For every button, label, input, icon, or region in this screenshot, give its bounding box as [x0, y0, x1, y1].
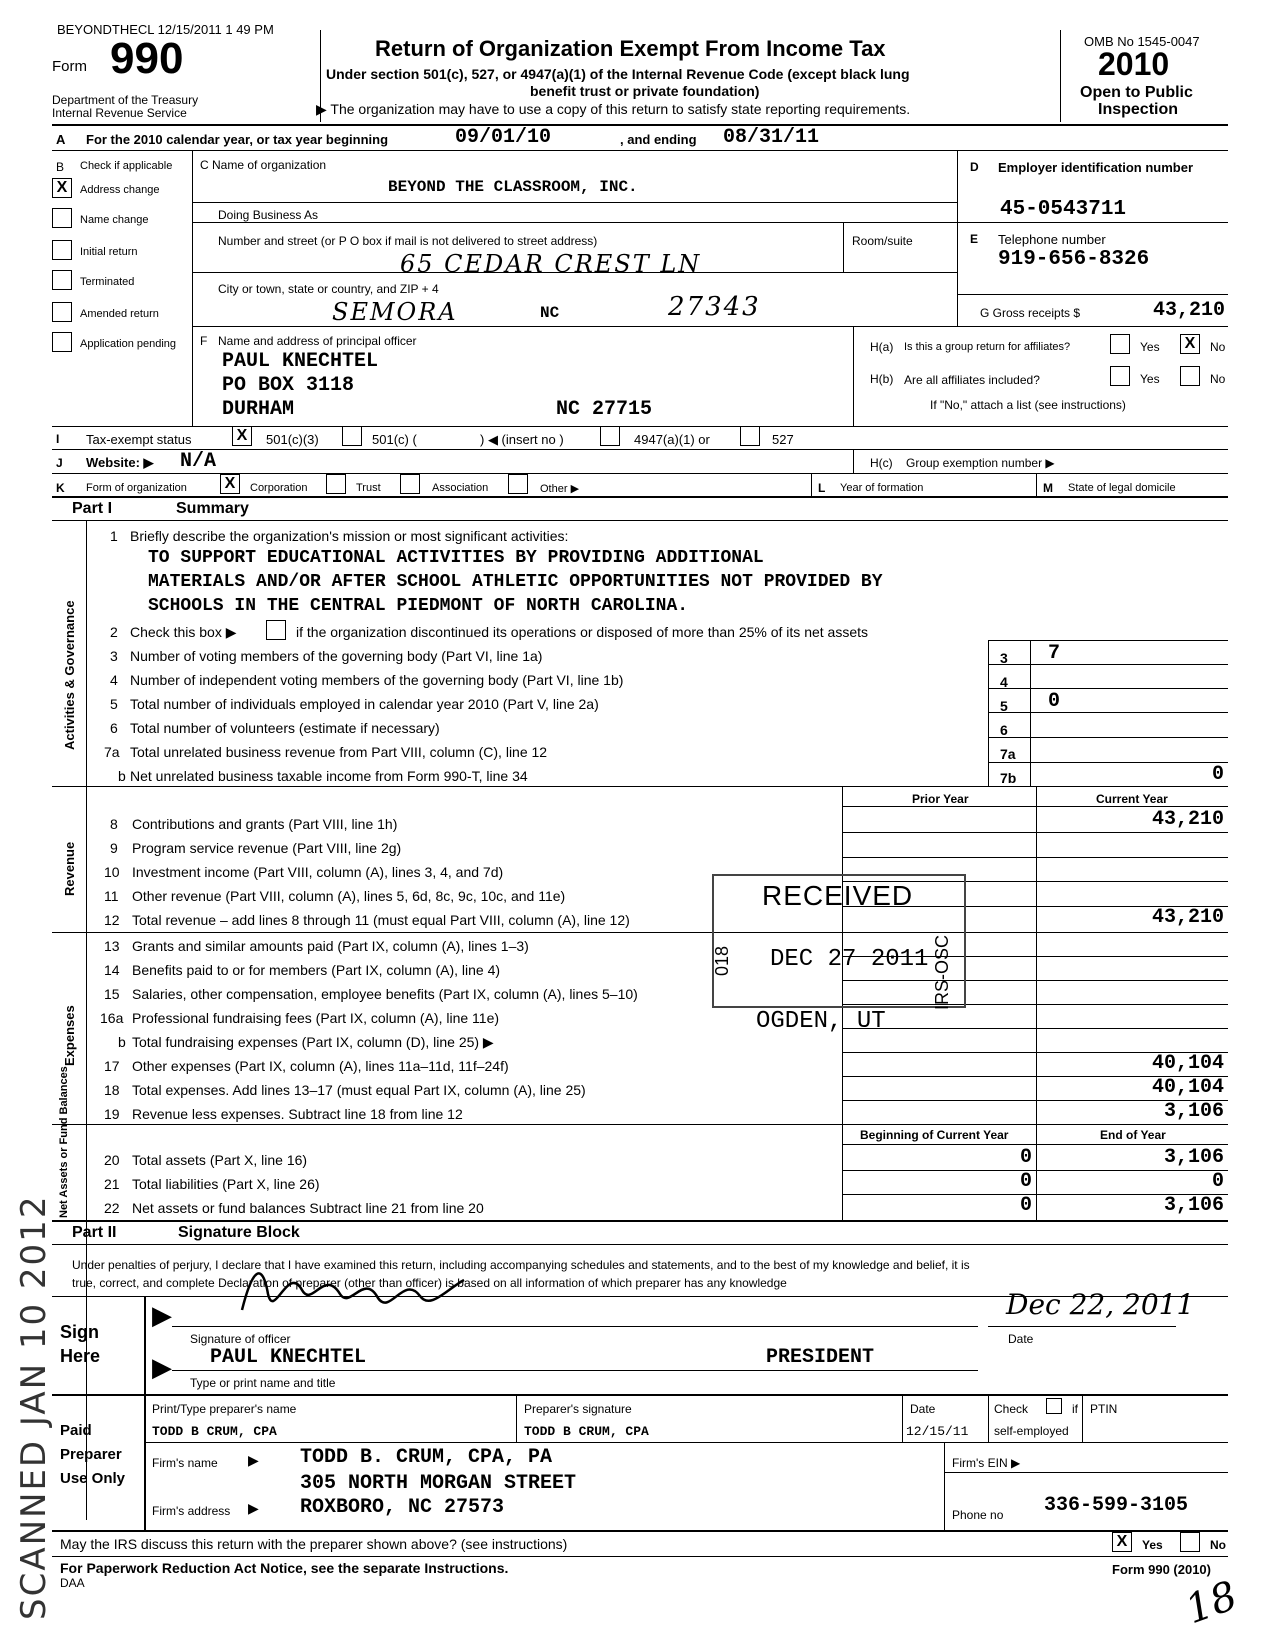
- line2-text: Check this box ▶: [130, 624, 237, 640]
- line20-begin[interactable]: 0: [1019, 1146, 1032, 1169]
- line7a-box: 7a: [1000, 746, 1016, 762]
- line-a-text: For the 2010 calendar year, or tax year beginning: [86, 132, 389, 147]
- line18-current[interactable]: 40,104: [1151, 1076, 1224, 1099]
- officer-signature: [232, 1250, 482, 1324]
- status-501c-checkbox[interactable]: [342, 426, 362, 446]
- principal-officer-label: Name and address of principal officer: [218, 334, 417, 348]
- paperwork-notice: For Paperwork Reduction Act Notice, see the separate Instructions.: [60, 1560, 509, 1576]
- section-b-title: Check if applicable: [80, 160, 173, 172]
- status-527-checkbox[interactable]: [740, 426, 760, 446]
- line9-text: Program service revenue (Part VIII, line 2g): [132, 840, 402, 856]
- part2-title: Signature Block: [178, 1224, 300, 1241]
- line-k-label: K: [56, 481, 65, 495]
- firm-address-1[interactable]: 305 NORTH MORGAN STREET: [300, 1472, 577, 1495]
- line17-text: Other expenses (Part IX, column (A), lines 11a–11d, 11f–24f): [132, 1058, 509, 1074]
- line20-end[interactable]: 3,106: [1163, 1146, 1224, 1169]
- ha-text: Is this a group return for affiliates?: [904, 341, 1071, 353]
- status-501c3-checkbox[interactable]: X: [232, 426, 252, 446]
- line-a-label: A: [56, 132, 66, 147]
- line3-box: 3: [1000, 650, 1008, 666]
- line21-end[interactable]: 0: [1211, 1170, 1224, 1193]
- status-527-label: 527: [772, 432, 794, 447]
- line5-box: 5: [1000, 698, 1008, 714]
- side-revenue: Revenue: [62, 841, 77, 896]
- line3-value[interactable]: 7: [1048, 642, 1061, 665]
- line5-text: Total number of individuals employed in calendar year 2010 (Part V, line 2a): [130, 696, 599, 712]
- trust-checkbox[interactable]: [326, 474, 346, 494]
- ptin-label: PTIN: [1090, 1402, 1118, 1416]
- penalty-line-2: true, correct, and complete Declaration of preparer (other than officer) is based on all information of which preparer has any knowledge: [72, 1276, 787, 1290]
- line16a-text: Professional fundraising fees (Part IX, column (A), line 11e): [132, 1010, 500, 1026]
- hc-label: H(c): [870, 456, 893, 470]
- state-domicile-label: State of legal domicile: [1068, 482, 1176, 494]
- association-label: Association: [432, 482, 489, 494]
- other-label: Other ▶: [540, 483, 580, 495]
- state[interactable]: NC: [540, 304, 560, 322]
- preparer-name[interactable]: TODD B CRUM, CPA: [152, 1424, 277, 1439]
- sign-arrow-2: ▶: [152, 1352, 172, 1382]
- line2-text-b: if the organization discontinued its operations or disposed of more than 25% of its net assets: [296, 624, 869, 640]
- line17-num: 17: [104, 1058, 120, 1074]
- side-net-assets: Net Assets or Fund Balances: [58, 1066, 70, 1218]
- discuss-yes-checkbox[interactable]: X: [1112, 1532, 1132, 1552]
- irs-name: Internal Revenue Service: [52, 106, 187, 120]
- amended-return-label: Amended return: [80, 308, 159, 320]
- website-value[interactable]: N/A: [180, 450, 217, 473]
- line2-checkbox[interactable]: [266, 620, 286, 640]
- hb-no-label: No: [1210, 372, 1226, 386]
- name-change-checkbox[interactable]: [52, 208, 72, 228]
- preparer-phone[interactable]: 336-599-3105: [1044, 1494, 1189, 1517]
- if-label: if: [1072, 1402, 1078, 1416]
- preparer-date[interactable]: 12/15/11: [906, 1424, 969, 1439]
- line10-num: 10: [104, 864, 120, 880]
- dept-treasury: Department of the Treasury: [52, 93, 199, 107]
- signature-date[interactable]: Dec 22, 2011: [1006, 1288, 1195, 1321]
- terminated-checkbox[interactable]: [52, 270, 72, 290]
- officer-state-zip[interactable]: NC 27715: [556, 398, 653, 421]
- discuss-no-label: No: [1210, 1538, 1226, 1552]
- received-stamp-right: IRS-OSC: [932, 934, 952, 1010]
- tax-exempt-status-label: Tax-exempt status: [86, 432, 192, 447]
- line1-text: Briefly describe the organization's mission or most significant activities:: [130, 528, 569, 544]
- mission-line-1: TO SUPPORT EDUCATIONAL ACTIVITIES BY PROVIDING ADDITIONAL: [148, 548, 764, 568]
- line-m-label: M: [1043, 481, 1053, 495]
- line16b-text: Total fundraising expenses (Part IX, column (D), line 25) ▶: [132, 1034, 494, 1050]
- form-of-org-label: Form of organization: [86, 482, 187, 494]
- corporation-label: Corporation: [250, 482, 308, 494]
- line3-text: Number of voting members of the governing body (Part VI, line 1a): [130, 648, 543, 664]
- officer-city[interactable]: DURHAM: [222, 398, 295, 421]
- received-stamp-date: DEC 27 2011: [770, 946, 929, 973]
- name-change-label: Name change: [80, 214, 149, 226]
- line8-current[interactable]: 43,210: [1151, 808, 1224, 831]
- line-j-label: J: [56, 456, 63, 470]
- self-employed-checkbox[interactable]: [1046, 1398, 1062, 1414]
- here-label: Here: [60, 1346, 101, 1366]
- officer-printed-name[interactable]: PAUL KNECHTEL: [210, 1346, 367, 1369]
- status-4947-label: 4947(a)(1) or: [634, 432, 710, 447]
- firm-address-label: Firm's address: [152, 1504, 231, 1518]
- line1-num: 1: [110, 528, 118, 544]
- form-footer-id: Form 990 (2010): [1112, 1562, 1211, 1577]
- section-b-label: B: [56, 160, 65, 174]
- line7b-value[interactable]: 0: [1211, 763, 1224, 786]
- line16a-num: 16a: [100, 1010, 124, 1026]
- line18-text: Total expenses. Add lines 13–17 (must equal Part IX, column (A), line 25): [132, 1082, 586, 1098]
- line7b-box: 7b: [1000, 770, 1017, 786]
- page-mark: 18: [1179, 1572, 1244, 1634]
- line18-num: 18: [104, 1082, 120, 1098]
- form-subtitle-1: Under section 501(c), 527, or 4947(a)(1) of the Internal Revenue Code (except black lung: [326, 66, 910, 82]
- line17-current[interactable]: 40,104: [1151, 1052, 1224, 1075]
- use-only-label: Use Only: [60, 1470, 126, 1487]
- line20-text: Total assets (Part X, line 16): [132, 1152, 308, 1168]
- line9-num: 9: [110, 840, 118, 856]
- line19-text: Revenue less expenses. Subtract line 18 from line 12: [132, 1106, 463, 1122]
- initial-return-label: Initial return: [80, 246, 138, 258]
- tax-year-end[interactable]: 08/31/11: [723, 126, 820, 149]
- received-stamp-left: 018: [712, 945, 732, 976]
- line14-num: 14: [104, 962, 120, 978]
- line15-num: 15: [104, 986, 120, 1002]
- inspection: Inspection: [1098, 101, 1179, 118]
- corporation-checkbox[interactable]: X: [220, 474, 240, 494]
- line13-text: Grants and similar amounts paid (Part IX, column (A), lines 1–3): [132, 938, 529, 954]
- application-pending-label: Application pending: [80, 338, 177, 350]
- line21-text: Total liabilities (Part X, line 26): [132, 1176, 320, 1192]
- paid-label: Paid: [60, 1422, 92, 1439]
- mission-line-3: SCHOOLS IN THE CENTRAL PIEDMONT OF NORTH CAROLINA.: [148, 596, 689, 616]
- zip-code[interactable]: 27343: [668, 292, 761, 322]
- line6-box: 6: [1000, 722, 1008, 738]
- line12-text: Total revenue – add lines 8 through 11 (must equal Part VIII, column (A), line 12): [132, 912, 630, 928]
- association-checkbox[interactable]: [400, 474, 420, 494]
- line5-value[interactable]: 0: [1048, 690, 1061, 713]
- part2-label: Part II: [72, 1224, 117, 1241]
- line10-text: Investment income (Part VIII, column (A), lines 3, 4, and 7d): [132, 864, 504, 880]
- terminated-label: Terminated: [80, 276, 135, 288]
- preparer-name-label: Print/Type preparer's name: [152, 1402, 297, 1416]
- side-expenses: Expenses: [62, 1005, 77, 1066]
- discuss-question: May the IRS discuss this return with the preparer shown above? (see instructions): [60, 1536, 568, 1552]
- omb-number: OMB No 1545-0047: [1084, 34, 1200, 49]
- ein-value[interactable]: 45-0543711: [1000, 198, 1127, 221]
- city-label: City or town, state or country, and ZIP + 4: [218, 282, 439, 296]
- status-501c3-label: 501(c)(3): [266, 432, 319, 447]
- line3-num: 3: [110, 648, 118, 664]
- line19-num: 19: [104, 1106, 120, 1122]
- ha-yes-label: Yes: [1140, 340, 1160, 354]
- line16b-num: b: [118, 1034, 126, 1050]
- current-year-header: Current Year: [1096, 792, 1168, 806]
- officer-name[interactable]: PAUL KNECHTEL: [222, 350, 379, 373]
- ha-no-label: No: [1210, 340, 1226, 354]
- street-label: Number and street (or P O box if mail is not delivered to street address): [218, 234, 598, 248]
- line21-begin[interactable]: 0: [1019, 1170, 1032, 1193]
- line12-num: 12: [104, 912, 120, 928]
- line7b-num: b: [118, 768, 126, 784]
- scanned-stamp: SCANNED JAN 10 2012: [14, 1194, 54, 1620]
- status-501c-label: 501(c) (: [372, 432, 417, 447]
- received-stamp-text: RECEIVED: [762, 880, 914, 911]
- line13-num: 13: [104, 938, 120, 954]
- gross-receipts-value[interactable]: 43,210: [1152, 299, 1225, 322]
- penalty-line-1: Under penalties of perjury, I declare that I have examined this return, including accompanying schedules and statements, and to the best of my knowledge and belief, it is: [72, 1258, 970, 1272]
- status-insert-no: ) ◀ (insert no ): [480, 432, 564, 447]
- amended-return-checkbox[interactable]: [52, 302, 72, 322]
- firm-address-arrow: ▶: [248, 1500, 259, 1516]
- check-label: Check: [994, 1402, 1029, 1416]
- ein-label: Employer identification number: [998, 160, 1194, 175]
- line22-num: 22: [104, 1200, 120, 1216]
- line20-num: 20: [104, 1152, 120, 1168]
- date-label: Date: [1008, 1332, 1034, 1346]
- mission-line-2: MATERIALS AND/OR AFTER SCHOOL ATHLETIC OPPORTUNITIES NOT PROVIDED BY: [148, 572, 883, 592]
- status-4947-checkbox[interactable]: [600, 426, 620, 446]
- form-title: Return of Organization Exempt From Income Tax: [375, 36, 886, 61]
- line7a-text: Total unrelated business revenue from Part VIII, column (C), line 12: [130, 744, 548, 760]
- line6-num: 6: [110, 720, 118, 736]
- trust-label: Trust: [356, 482, 381, 494]
- preparer-phone-label: Phone no: [952, 1508, 1004, 1522]
- sign-arrow-1: ▶: [152, 1300, 172, 1330]
- city[interactable]: SEMORA: [332, 298, 458, 326]
- org-name[interactable]: BEYOND THE CLASSROOM, INC.: [388, 178, 638, 196]
- sign-label: Sign: [60, 1322, 99, 1342]
- prior-year-header: Prior Year: [912, 792, 969, 806]
- firm-name-arrow: ▶: [248, 1452, 259, 1468]
- website-label: Website: ▶: [86, 455, 154, 470]
- begin-year-header: Beginning of Current Year: [860, 1128, 1009, 1142]
- fax-header: BEYONDTHECL 12/15/2011 1 49 PM: [57, 22, 274, 37]
- received-stamp-city: OGDEN, UT: [756, 1008, 886, 1035]
- street-address[interactable]: 65 CEDAR CREST LN: [400, 250, 702, 278]
- line21-num: 21: [104, 1176, 120, 1192]
- self-employed-label: self-employed: [994, 1424, 1069, 1438]
- initial-return-checkbox[interactable]: [52, 240, 72, 260]
- hb-label: H(b): [870, 372, 894, 386]
- type-name-label: Type or print name and title: [190, 1376, 336, 1390]
- end-year-header: End of Year: [1100, 1128, 1166, 1142]
- hb-yes-checkbox[interactable]: [1110, 366, 1130, 386]
- line22-text: Net assets or fund balances Subtract line 21 from line 20: [132, 1200, 484, 1216]
- address-change-label: Address change: [80, 184, 160, 196]
- line12-current[interactable]: 43,210: [1151, 906, 1224, 929]
- firm-name-label: Firm's name: [152, 1456, 218, 1470]
- officer-address[interactable]: PO BOX 3118: [222, 374, 355, 397]
- open-public: Open to Public: [1080, 84, 1193, 101]
- form-subtitle-2: benefit trust or private foundation): [530, 83, 760, 99]
- phone-label: Telephone number: [998, 232, 1106, 247]
- gross-receipts-label: G Gross receipts $: [980, 306, 1081, 320]
- officer-title[interactable]: PRESIDENT: [766, 1346, 875, 1369]
- line7b-text: Net unrelated business taxable income from Form 990-T, line 34: [130, 768, 528, 784]
- line6-text: Total number of volunteers (estimate if necessary): [130, 720, 440, 736]
- ha-label: H(a): [870, 340, 894, 354]
- line15-text: Salaries, other compensation, employee benefits (Part IX, column (A), lines 5–10): [132, 986, 638, 1002]
- firm-address-2[interactable]: ROXBORO, NC 27573: [300, 1496, 505, 1519]
- hb-no-checkbox[interactable]: [1180, 366, 1200, 386]
- line4-num: 4: [110, 672, 118, 688]
- discuss-yes-label: Yes: [1142, 1538, 1163, 1552]
- year-formation-label: Year of formation: [840, 482, 924, 494]
- form-subtitle-3: ▶ The organization may have to use a copy of this return to satisfy state reporting requirements.: [316, 101, 911, 117]
- hb-yes-label: Yes: [1140, 372, 1160, 386]
- org-name-label: C Name of organization: [200, 158, 327, 172]
- line7a-num: 7a: [104, 744, 120, 760]
- line5-num: 5: [110, 696, 118, 712]
- line-l-label: L: [818, 481, 826, 495]
- firm-ein-label: Firm's EIN ▶: [952, 1456, 1021, 1470]
- line4-box: 4: [1000, 674, 1008, 690]
- form-number: 990: [110, 34, 184, 83]
- line14-text: Benefits paid to or for members (Part IX, column (A), line 4): [132, 962, 501, 978]
- form-word: Form: [52, 58, 87, 75]
- preparer-signature[interactable]: TODD B CRUM, CPA: [524, 1424, 649, 1439]
- line8-text: Contributions and grants (Part VIII, line 1h): [132, 816, 398, 832]
- ha-no-checkbox[interactable]: X: [1180, 334, 1200, 354]
- address-change-checkbox[interactable]: X: [52, 178, 72, 198]
- ha-yes-checkbox[interactable]: [1110, 334, 1130, 354]
- and-ending: , and ending: [620, 132, 697, 147]
- room-suite-label: Room/suite: [852, 234, 913, 248]
- preparer-label: Preparer: [60, 1446, 122, 1463]
- line19-current[interactable]: 3,106: [1163, 1100, 1224, 1123]
- line8-num: 8: [110, 816, 118, 832]
- part1-label: Part I: [72, 500, 113, 517]
- line11-text: Other revenue (Part VIII, column (A), lines 5, 6d, 8c, 9c, 10c, and 11e): [132, 888, 566, 904]
- section-e-label: E: [970, 232, 979, 246]
- side-activities-governance: Activities & Governance: [62, 600, 77, 750]
- application-pending-checkbox[interactable]: [52, 332, 72, 352]
- preparer-signature-label: Preparer's signature: [524, 1402, 632, 1416]
- part1-title: Summary: [176, 500, 249, 517]
- line11-num: 11: [104, 888, 119, 904]
- line-i-label: I: [56, 432, 60, 446]
- line22-end[interactable]: 3,106: [1163, 1194, 1224, 1217]
- dba-label: Doing Business As: [218, 208, 319, 222]
- line2-num: 2: [110, 624, 118, 640]
- line4-text: Number of independent voting members of the governing body (Part VI, line 1b): [130, 672, 624, 688]
- section-f-label: F: [200, 334, 208, 348]
- daa-label: DAA: [60, 1576, 85, 1590]
- discuss-no-checkbox[interactable]: [1180, 1532, 1200, 1552]
- tax-year: 2010: [1098, 46, 1170, 82]
- other-checkbox[interactable]: [508, 474, 528, 494]
- preparer-date-label: Date: [910, 1402, 936, 1416]
- section-d-label: D: [970, 160, 979, 174]
- signature-label: Signature of officer: [190, 1332, 291, 1346]
- firm-name[interactable]: TODD B. CRUM, CPA, PA: [300, 1446, 553, 1469]
- line22-begin[interactable]: 0: [1019, 1194, 1032, 1217]
- hb-text: Are all affiliates included?: [904, 373, 1040, 387]
- tax-year-begin[interactable]: 09/01/10: [455, 126, 552, 149]
- hc-text: Group exemption number ▶: [906, 456, 1055, 470]
- phone-value[interactable]: 919-656-8326: [998, 248, 1150, 271]
- affiliates-note: If "No," attach a list (see instructions): [930, 398, 1126, 412]
